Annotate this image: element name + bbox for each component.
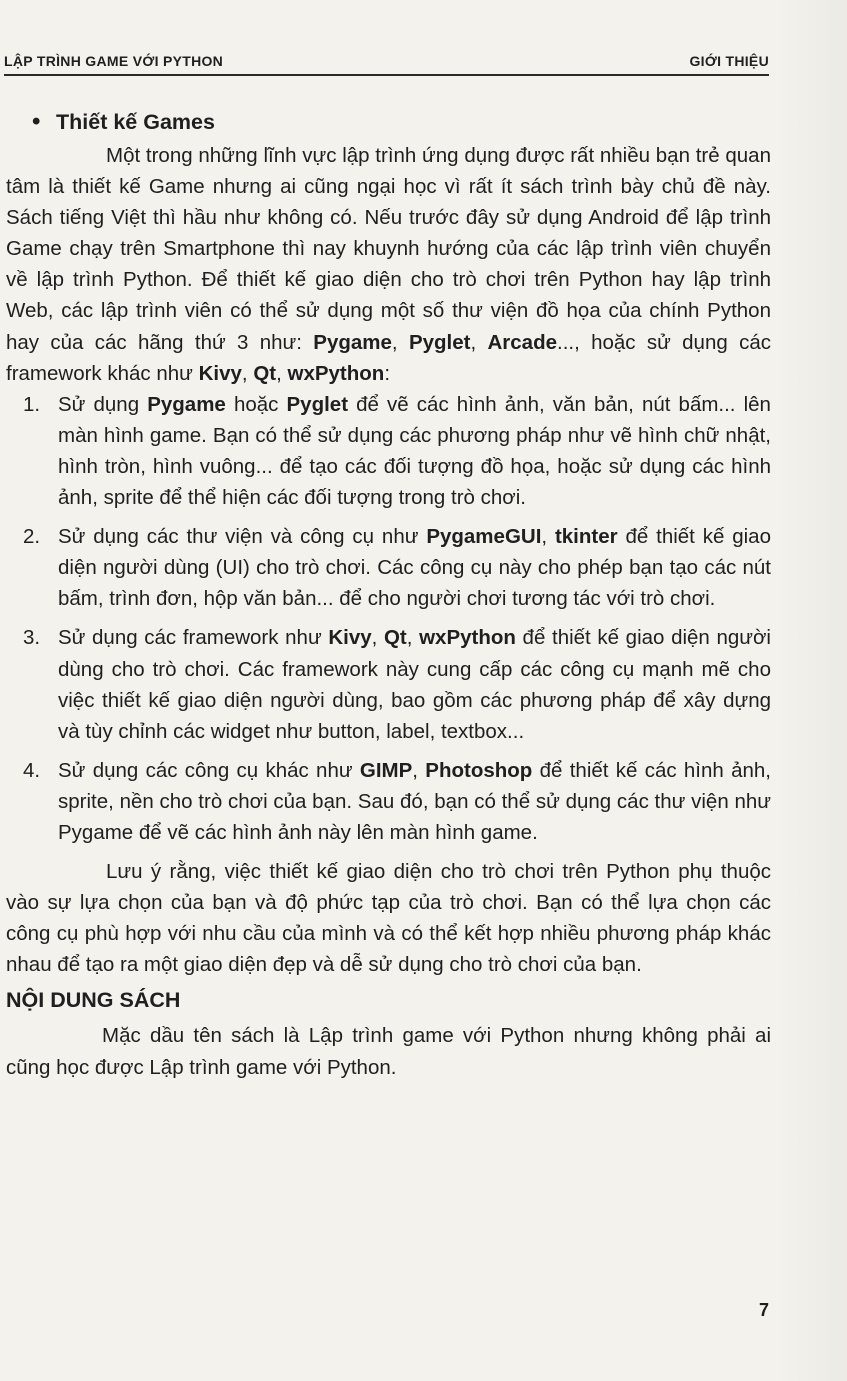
page-edge-shadow: [777, 0, 847, 1381]
bullet-icon: •: [32, 108, 41, 135]
intro-sep: ,: [391, 330, 409, 354]
page-content: [6, 104, 771, 1083]
term-arcade: Arcade: [487, 330, 557, 354]
book-content-paragraph: Mặc dầu tên sách là Lập trình game với Python nhưng không phải ai cũng học được Lập trình game với Python.: [6, 1024, 771, 1079]
intro-paragraph: [6, 140, 771, 389]
intro-sep: ,: [241, 361, 254, 385]
list-number: 2.: [23, 525, 41, 549]
intro-text: Một trong những lĩnh vực lập trình ứng dụng được rất nhiều bạn trẻ quan tâm là thiết kế Game nhưng ai cũng ngại học vì rất ít sách trình bày chủ đề này. Sách tiếng Việt thì hầu như không có. Nếu trước đây sử dụng Android để lập trình Game chạy trên Smartphone thì nay khuynh hướng của các lập trình viên chuyển về lập trình Python. Để thiết kế giao diện cho trò chơi trên Python hay lập trình Web, các lập trình viên có thể sử dụng một số thư viện đồ họa của chính Python hay của các hãng thứ 3 như:: [6, 144, 771, 354]
section-heading-text: Thiết kế Games: [56, 110, 215, 134]
term-kivy: Kivy: [328, 626, 372, 650]
term-kivy: Kivy: [198, 361, 242, 385]
list-text: ,: [371, 626, 384, 650]
list-text: để thiết kế giao diện người dùng cho trò chơi. Các framework này cung cấp các công cụ mạnh mẽ cho việc thiết kế giao diện người dùng, bao gồm các phương pháp để xây dựng và tùy chỉnh các widget như button, label, textbox...: [58, 626, 771, 743]
list-number: 4.: [23, 758, 41, 782]
term-pygamegui: PygameGUI: [426, 525, 542, 549]
term-gimp: GIMP: [359, 758, 413, 782]
intro-text: ..., hoặc sử dụng các framework khác như: [6, 330, 771, 385]
term-pygame: Pygame: [313, 330, 392, 354]
term-qt: Qt: [383, 626, 407, 650]
list-number: 1.: [23, 392, 41, 416]
intro-sep: ,: [276, 361, 288, 385]
term-photoshop: Photoshop: [425, 758, 533, 782]
list-item: [6, 755, 771, 848]
closing-paragraph: Lưu ý rằng, việc thiết kế giao diện cho trò chơi trên Python phụ thuộc vào sự lựa chọn của bạn và độ phức tạp của trò chơi. Bạn có thể lựa chọn các công cụ phù hợp với nhu cầu của mình và có thể kết hợp nhiều phương pháp khác nhau để tạo ra một giao diện đẹp và dễ sử dụng cho trò chơi của bạn.: [6, 860, 771, 977]
list-text: Sử dụng: [58, 392, 148, 416]
term-pygame: Pygame: [147, 392, 226, 416]
term-wxpython: wxPython: [419, 626, 516, 650]
page-number: 7: [759, 1300, 770, 1320]
list-text: Sử dụng các framework như: [58, 626, 329, 650]
header-book-title: LẬP TRÌNH GAME VỚI PYTHON: [4, 53, 224, 69]
list-text: ,: [406, 626, 420, 650]
term-tkinter: tkinter: [554, 525, 618, 549]
term-pyglet: Pyglet: [408, 330, 471, 354]
list-text: ,: [412, 758, 426, 782]
term-qt: Qt: [253, 361, 277, 385]
list-item: [6, 389, 771, 513]
term-pyglet: Pyglet: [286, 392, 349, 416]
header-chapter-title: GIỚI THIỆU: [689, 53, 769, 69]
intro-sep: ,: [470, 330, 488, 354]
list-text: để thiết kế các hình ảnh, sprite, nền cho trò chơi của bạn. Sau đó, bạn có thể sử dụng các thư viện như Pygame để vẽ các hình ảnh này lên màn hình game.: [58, 758, 771, 844]
list-item: [6, 622, 771, 746]
term-wxpython: wxPython: [287, 361, 385, 385]
list-text: để vẽ các hình ảnh, văn bản, nút bấm... lên màn hình game. Bạn có thể sử dụng các phương pháp như vẽ hình chữ nhật, hình tròn, hình vuông... để tạo các đối tượng đồ họa, hoặc sử dụng các hình ảnh, sprite để thể hiện các đối tượng trong trò chơi.: [58, 392, 771, 510]
technique-list: [6, 389, 771, 848]
list-text: Sử dụng các thư viện và công cụ như: [58, 525, 427, 549]
running-header: [4, 48, 769, 76]
list-text: Sử dụng các công cụ khác như: [58, 758, 360, 782]
list-text: để thiết kế giao diện người dùng (UI) cho trò chơi. Các công cụ này cho phép bạn tạo các nút bấm, trình đơn, hộp văn bản... để cho người chơi tương tác với trò chơi.: [58, 525, 771, 611]
book-content-heading: NỘI DUNG SÁCH: [6, 988, 181, 1013]
list-text: ,: [541, 525, 555, 549]
intro-colon: :: [384, 361, 391, 385]
list-number: 3.: [23, 626, 41, 650]
section-heading-game-design: [6, 104, 771, 140]
list-item: [6, 521, 771, 614]
list-text: hoặc: [225, 392, 287, 416]
